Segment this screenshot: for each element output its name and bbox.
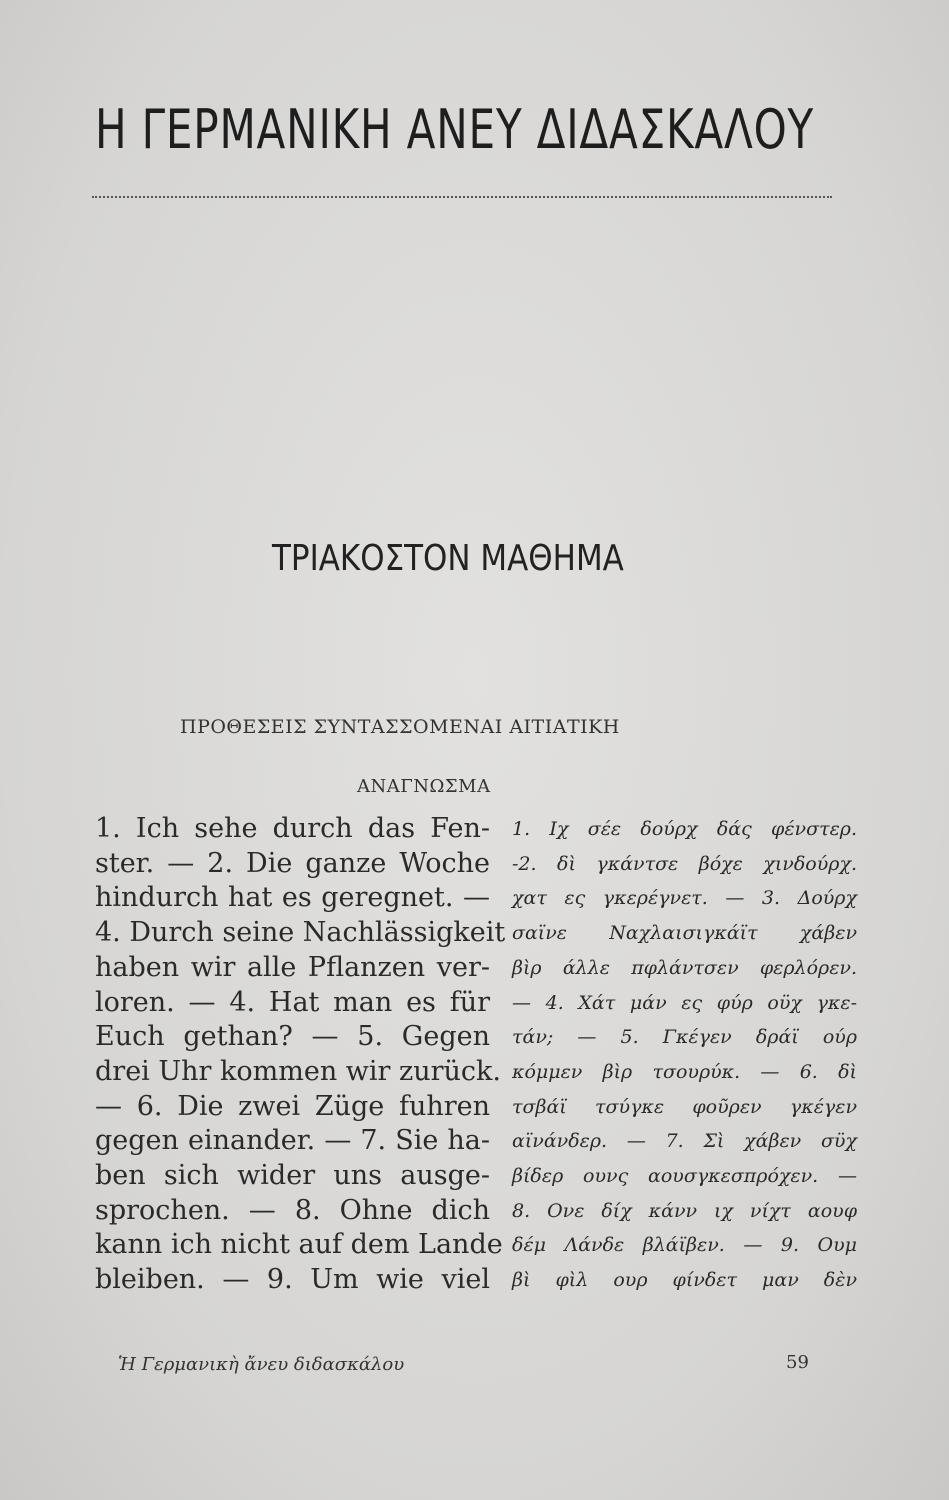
greek-line: αϊνάνδερ. — 7. Σὶ χάβεν σϋχ: [512, 1130, 857, 1153]
greek-line: κόμμεν βὶρ τσουρύκ. — 6. δὶ: [512, 1060, 857, 1083]
german-line: hindurch hat es geregnet. —: [95, 882, 490, 914]
german-line: haben wir alle Pflanzen ver-: [95, 951, 490, 983]
german-line: loren. — 4. Hat man es für: [95, 986, 490, 1018]
greek-line: χατ ες γκερέγνετ. — 3. Δούρχ: [512, 887, 857, 910]
german-line: ster. — 2. Die ganze Woche: [95, 847, 490, 879]
footer-book-title: Ἡ Γερμανικὴ ἄνευ διδασκάλου: [118, 1354, 405, 1375]
german-text-column: [95, 812, 506, 1298]
section-subtitle: ΠΡΟΘΕΣΕΙΣ ΣΥΝΤΑΣΣΟΜΕΝΑΙ ΑΙΤΙΑΤΙΚΗ: [180, 716, 620, 738]
greek-line: σαϊνε Ναχλαισιγκάϊτ χάβεν: [512, 922, 857, 945]
german-line: ben sich wider uns ausge-: [95, 1160, 490, 1192]
greek-line: 8. Ονε δίχ κάνν ιχ νίχτ αουφ: [512, 1199, 857, 1222]
german-line: kann ich nicht auf dem Lande: [95, 1229, 503, 1261]
german-line: drei Uhr kommen wir zurück.: [95, 1055, 502, 1087]
german-line: sprochen. — 8. Ohne dich: [95, 1194, 490, 1226]
greek-line: τάν; — 5. Γκέγεν δράϊ ούρ: [512, 1026, 857, 1049]
greek-line: βίδερ ουνς αουσγκεσπρόχεν. —: [512, 1165, 857, 1188]
greek-line: 1. Ιχ σέε δούρχ δάς φένστερ.: [512, 818, 857, 840]
greek-transliteration-column: [512, 812, 857, 1298]
greek-line: δέμ Λάνδε βλάϊβεν. — 9. Ουμ: [512, 1234, 857, 1257]
greek-line: τσβάϊ τσύγκε φοῦρεν γκέγεν: [512, 1095, 857, 1118]
german-line: bleiben. — 9. Um wie viel: [95, 1264, 490, 1296]
greek-line: — 4. Χάτ μάν ες φύρ οϋχ γκε-: [512, 991, 857, 1014]
german-line: 4. Durch seine Nachlässigkeit: [95, 917, 506, 949]
running-title: Η ΓΕΡΜΑΝΙΚΗ ΑΝΕΥ ΔΙΔΑΣΚΑΛΟΥ: [95, 98, 815, 161]
page-number: 59: [786, 1352, 809, 1373]
lesson-title: ΤΡΙΑΚΟΣΤΟΝ ΜΑΘΗΜΑ: [272, 538, 624, 579]
german-line: 1. Ich sehe durch das Fen-: [95, 813, 490, 844]
title-divider: [92, 190, 832, 198]
german-line: gegen einander. — 7. Sie ha-: [95, 1125, 490, 1157]
reading-heading: ΑΝΑΓΝΩΣΜΑ: [357, 776, 491, 797]
greek-line: βὶ φὶλ ουρ φίνδετ μαν δὲν: [512, 1269, 857, 1292]
german-line: — 6. Die zwei Züge fuhren: [95, 1090, 490, 1122]
greek-line: -2. δὶ γκάντσε βόχε χινδούρχ.: [512, 852, 857, 875]
greek-line: βὶρ άλλε πφλάντσεν φερλόρεν.: [512, 956, 857, 979]
german-line: Euch gethan? — 5. Gegen: [95, 1021, 490, 1053]
